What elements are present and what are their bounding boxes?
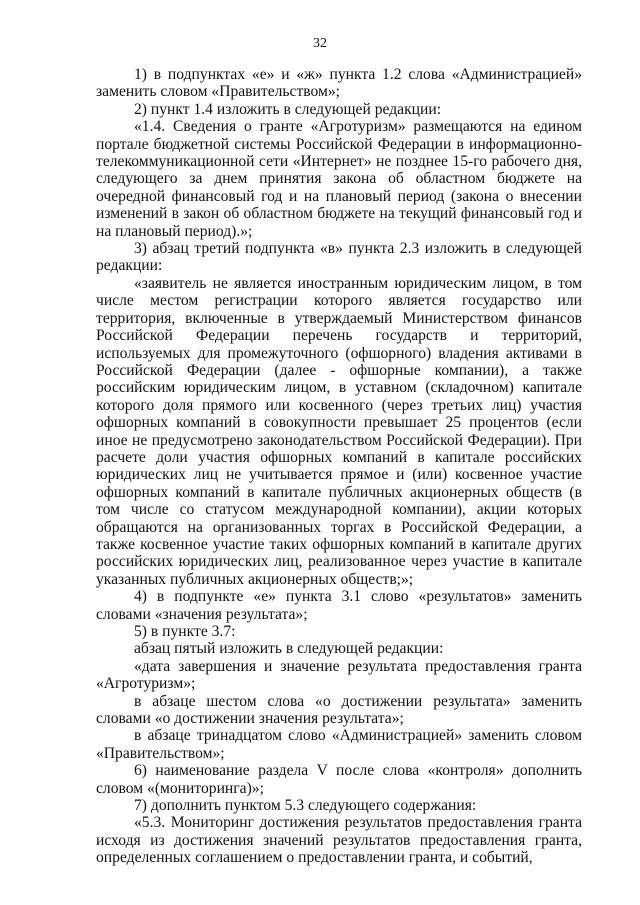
paragraph-amend-7: 7) дополнить пунктом 5.3 следующего содержания: <box>134 797 477 815</box>
paragraph-applicant-requirement: «заявитель не является иностранным юридическим лицом, в том числе местом регистрации которого является государство или территория, включенные в утверждаемый Министерством финансов Российской Федерации перечень государств и территорий, используемых для промежуточного (офшорного) владения активами в Российской Федерации (далее - офшорные компании), а также российским юридическим лицом, в уставном (складочном) капитале которого доля прямого или косвенного (через третьих лиц) участия офшорных компаний в совокупности превышает 25 процентов (если иное не предусмотрено законодательством Российской Федерации). При расчете доли участия офшорных компаний в капитале российских юридических лиц не учитывается прямое и (или) косвенное участие офшорных компаний в капитале публичных акционерных обществ (в том числе со статусом международной компании), акции которых обращаются на организованных торгах в Российской Федерации, а также косвенное участие таких офшорных компаний в капитале других российских юридических лиц, реализованное через участие в капитале указанных публичных акционерных обществ;»; <box>96 274 582 588</box>
paragraph-amend-3: 3) абзац третий подпункта «в» пункта 2.3 изложить в следующей редакции: <box>96 240 582 275</box>
paragraph-thirteenth-subparagraph: в абзаце тринадцатом слово «Администрацией» заменить словом «Правительством»; <box>96 727 582 762</box>
document-body <box>96 66 582 867</box>
paragraph-amend-1: 1) в подпунктах «е» и «ж» пункта 1.2 слова «Администрацией» заменить словом «Правительством»; <box>96 66 582 101</box>
paragraph-amend-4: 4) в подпункте «е» пункта 3.1 слово «результатов» заменить словами «значения результата»; <box>96 588 582 623</box>
page-number: 32 <box>313 36 327 51</box>
paragraph-amend-6: 6) наименование раздела V после слова «контроля» дополнить словом «(мониторинга)»; <box>96 762 582 797</box>
paragraph-fifth-subparagraph: абзац пятый изложить в следующей редакции: <box>134 640 444 658</box>
paragraph-clause-1-4: «1.4. Сведения о гранте «Агротуризм» размещаются на едином портале бюджетной системы Российской Федерации в информационно-телекоммуникационной сети «Интернет» не позднее 15-го рабочего дня, следующего за днем принятия закона об областном бюджете на очередной финансовый год и на плановый период (закона о внесении изменений в закон об областном бюджете на текущий финансовый год и на плановый период).»; <box>96 118 582 240</box>
paragraph-result-date: «дата завершения и значение результата предоставления гранта «Агротуризм»; <box>96 657 582 693</box>
paragraph-clause-5-3: «5.3. Мониторинг достижения результатов предоставления гранта исходя из достижения значений результатов предоставления гранта, определенных соглашением о предоставлении гранта, и событий, <box>96 814 582 867</box>
paragraph-amend-5: 5) в пункте 3.7: <box>134 623 236 640</box>
paragraph-sixth-subparagraph: в абзаце шестом слова «о достижении результата» заменить словами «о достижении значения результата»; <box>96 692 582 728</box>
paragraph-amend-2: 2) пункт 1.4 изложить в следующей редакции: <box>134 100 442 118</box>
